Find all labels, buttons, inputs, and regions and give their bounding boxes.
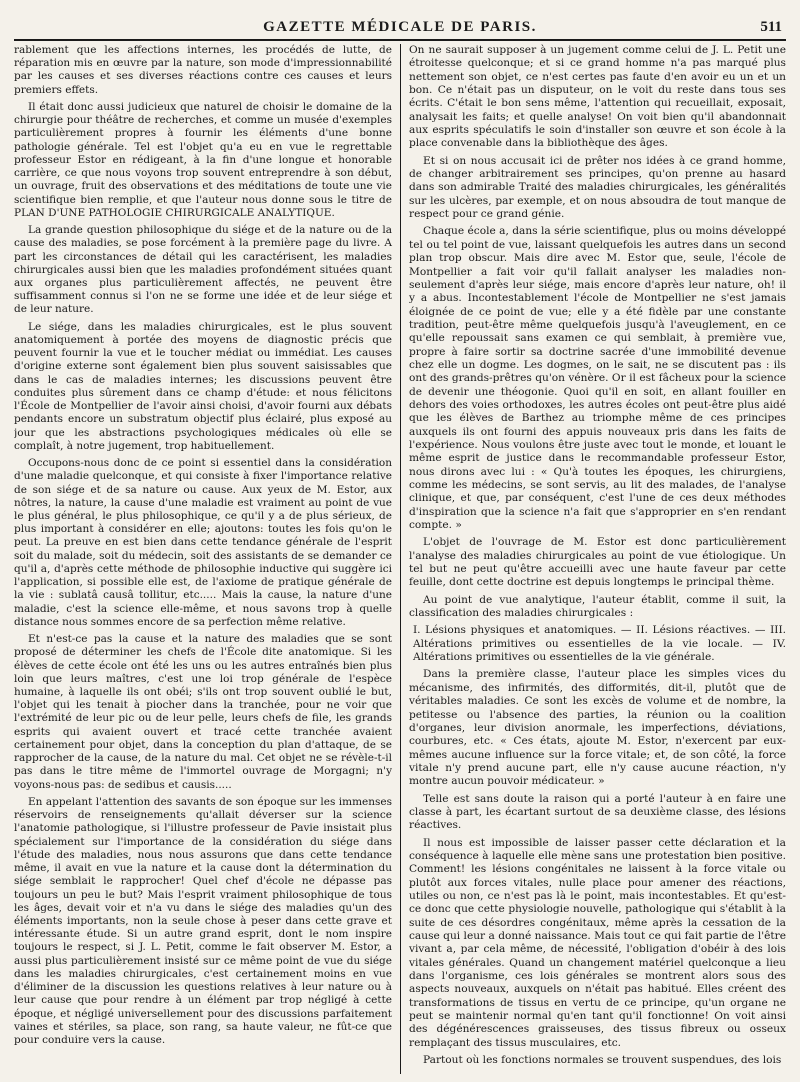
- paragraph: Chaque école a, dans la série scientifique, plus ou moins développé tel ou tel point de vue, laissant quelquefois les autres dans un second plan trop obscur. Mais dire avec M. Estor que, seule, l'école de Montpellier a fait voir qu'il fallait analyser les maladies non-seulement d'après leur siége, mais encore d'après leur nature, oh! il y a abus. Incontestablement l'école de Montpellier ne s'est jamais éloignée de ce point de vue; elle y a été fidèle par une constante tradition, peut-être même quelquefois jusqu'à l'aveuglement, en ce qu'elle repoussait sans examen ce qui semblait, à première vue, propre à faire sortir sa doctrine sacrée d'une immobilité devenue chez elle un dogme. Les dogmes, on le sait, ne se discutent pas : ils ont des grands-prêtres qu'on vénère. Or il est fâcheux pour la science de devenir une théogonie. Quoi qu'il en soit, en allant fouiller en dehors des voies orthodoxes, les autres écoles ont peut-être plus aidé que les élèves de Barthez au triomphe même de ces principes auxquels ils ont fourni des appuis nouveaux pris dans les faits de l'expérience. Nous voulons être juste avec tout le monde, et louant le même esprit de justice dans le recommandable professeur Estor, nous dirons avec lui : « Qu'à toutes les époques, les chirurgiens, comme les médecins, se sont servis, au lit des malades, de l'analyse clinique, et que, par conséquent, c'est l'une de ces deux méthodes d'inspiration que la science n'a fait que s'approprier en s'en rendant compte. »: [409, 225, 786, 532]
- page-header: [14, 14, 786, 41]
- page-number: 511: [760, 19, 782, 35]
- classification-list: I. Lésions physiques et anatomiques. — II. Lésions réactives. — III. Altérations primitives ou essentielles de la vie locale. — IV. Altérations primitives ou essentielles de la vie générale.: [413, 624, 786, 664]
- paragraph: Il nous est impossible de laisser passer cette déclaration et la conséquence à laquelle elle mène sans une protestation bien positive. Comment! les lésions congénitales ne laissent à la force vitale ou plutôt aux forces vitales, nulle place pour amener des réactions, utiles ou non, ce n'est pas là le point, mais incontestables. Et qu'est-ce donc que cette physiologie nouvelle, pathologique qui s'établit à la suite de ces désordres congénitaux, même après la cessation de la cause qui leur a donné naissance. Mais tout ce qui fait partie de l'être vivant a, par cela même, de nécessité, l'obligation d'obéir à des lois vitales générales. Quand un changement matériel quelconque a lieu dans l'organisme, ces lois générales se montrent alors sous des aspects nouveaux, auxquels on n'était pas habitué. Elles créent des transformations de tissus en vertu de ce principe, qu'un organe ne peut se maintenir normal qu'en tant qu'il fonctionne! On voit ainsi des dégénérescences graisseuses, des tissus fibreux ou osseux remplaçant des tissus musculaires, etc.: [409, 836, 786, 1049]
- paragraph: On ne saurait supposer à un jugement comme celui de J. L. Petit une étroitesse quelconque; et si ce grand homme n'a pas marqué plus nettement son objet, ce n'est certes pas faute d'en avoir eu un et un bon. Ce n'était pas un disputeur, on le voit du reste dans tous ses écrits. C'était le bon sens même, l'attention qui recueillait, exposait, analysait les faits; et quelle analyse! On voit bien qu'il abandonnait aux esprits spéculatifs le soin d'installer son œuvre et son école à la place convenable dans la bibliothèque des âges.: [409, 44, 786, 150]
- paragraph: Et si on nous accusait ici de prêter nos idées à ce grand homme, de changer arbitrairement ses principes, qu'on prenne au hasard dans son admirable Traité des maladies chirurgicales, les généralités sur les ulcères, par exemple, et on nous absoudra de tout manque de respect pour ce grand génie.: [409, 154, 786, 221]
- paragraph: Dans la première classe, l'auteur place les simples vices du mécanisme, des infirmités, des difformités, dit-il, plutôt que de véritables maladies. Ce sont les excès de volume et de nombre, la petitesse ou l'absence des parties, la réunion ou la coalition d'organes, leur division anormale, les imperfections, déviations, courbures, etc. « Ces états, ajoute M. Estor, n'exercent par eux-mêmes aucune influence sur la force vitale; et, de son côté, la force vitale n'y prend aucune part, elle n'y cause aucune réaction, n'y montre aucun pouvoir médicateur. »: [409, 668, 786, 788]
- paragraph: La grande question philosophique du siége et de la nature ou de la cause des maladies, se pose forcément à la première page du livre. A part les circonstances de détail qui les caractérisent, les maladies chirurgicales aussi bien que les maladies profondément situées quant aux organes plus particulièrement affectés, ne peuvent être suffisamment connus si l'on ne se forme une idée et de leur siége et de leur nature.: [14, 224, 392, 316]
- left-column: [14, 44, 400, 1074]
- paragraph: L'objet de l'ouvrage de M. Estor est donc particulièrement l'analyse des maladies chirurgicales au point de vue étiologique. Un tel but ne peut qu'être accueilli avec une haute faveur par cette feuille, dont cette doctrine est depuis longtemps le principal thème.: [409, 536, 786, 589]
- paragraph: Il était donc aussi judicieux que naturel de choisir le domaine de la chirurgie pour théâtre de recherches, et comme un musée d'exemples particulièrement propres à fournir les éléments d'une bonne pathologie générale. Tel est l'objet qu'a eu en vue le regrettable professeur Estor en rédigeant, à la fin d'une longue et honorable carrière, ce que nous voyons trop souvent entreprendre à son début, un ouvrage, fruit des observations et des méditations de toute une vie scientifique bien remplie, et que l'auteur nous donne sous le titre de PLAN D'UNE PATHOLOGIE CHIRURGICALE ANALYTIQUE.: [14, 100, 392, 219]
- paragraph: Occupons-nous donc de ce point si essentiel dans la considération d'une maladie quelconque, et qui consiste à fixer l'importance relative de son siége et de sa nature ou cause. Aux yeux de M. Estor, aux nôtres, la nature, la cause d'une maladie est vraiment au point de vue le plus général, le plus philosophique, ce qu'il y a de plus sérieux, de plus important à considérer en elle; ajoutons: toutes les fois qu'on le peut. La preuve en est bien dans cette tendance générale de l'esprit soit du malade, soit du médecin, soit des assistants de se demander ce qu'il a, d'après cette méthode de philosophie inductive qui suggère ici l'application, si possible elle est, de l'axiome de pratique générale de la vie : sublatâ causâ tollitur, etc..... Mais la cause, la nature d'une maladie, c'est la science elle-même, et nous savons trop à quelle distance nous sommes encore de sa perfection même relative.: [14, 457, 392, 628]
- right-column: [400, 44, 786, 1074]
- paragraph: Et n'est-ce pas la cause et la nature des maladies que se sont proposé de déterminer les chefs de l'École dite anatomique. Si les élèves de cette école ont été les uns ou les autres entraînés bien plus loin que leurs maîtres, c'est une loi trop générale de l'espèce humaine, à laquelle ils ont obéi; s'ils ont trop souvent oublié le but, l'objet qui les tenait à piocher dans la tranchée, pour ne voir que l'extrémité de leur pic ou de leur pelle, leurs chefs de file, les grands esprits qui avaient ouvert et tracé cette tranchée avaient certainement pour objet, dans la conception du plan d'attaque, de se rapprocher de la cause, de la nature du mal. Cet objet ne se révèle-t-il pas dans le titre même de l'immortel ouvrage de Morgagni; n'y voyons-nous pas: de sedibus et causis.....: [14, 633, 392, 791]
- journal-title: GAZETTE MÉDICALE DE PARIS.: [263, 19, 537, 35]
- paragraph: Au point de vue analytique, l'auteur établit, comme il suit, la classification des maladies chirurgicales :: [409, 593, 786, 620]
- paragraph: rablement que les affections internes, les procédés de lutte, de réparation mis en œuvre par la nature, son mode d'impressionnabilité par les causes et ses diverses réactions contre ces causes et leurs premiers effets.: [14, 44, 392, 96]
- paragraph: En appelant l'attention des savants de son époque sur les immenses réservoirs de renseignements qu'allait déverser sur la science l'anatomie pathologique, si l'illustre professeur de Pavie insistait plus spécialement sur l'importance de la considération du siége dans l'étude des maladies, nous nous assurons que dans cette tendance même, il avait en vue la nature et la cause dont la détermination du siége semblait le rapprocher! Quel chef d'école ne dépasse pas toujours un peu le but? Mais l'esprit vraiment philosophique de tous les âges, devait voir et n'a vu dans le siége des maladies qu'un des éléments importants, non la seule chose à peser dans cette grave et intéressante étude. Si un autre grand esprit, dont le nom inspire toujours le respect, si J. L. Petit, comme le fait observer M. Estor, a aussi plus particulièrement insisté sur ce même point de vue du siége dans les maladies chirurgicales, c'est certainement moins en vue d'éliminer de la discussion les questions relatives à leur nature ou à leur cause que pour rendre à un élément par trop négligé à cette époque, et négligé universellement pour des discussions parfaitement vaines et stériles, sa place, son rang, sa haute valeur, ne fût-ce que pour conduire vers la cause.: [14, 795, 392, 1047]
- paragraph: Telle est sans doute la raison qui a porté l'auteur à en faire une classe à part, les écartant surtout de sa deuxième classe, des lésions réactives.: [409, 792, 786, 832]
- paragraph: Le siége, dans les maladies chirurgicales, est le plus souvent anatomiquement à portée des moyens de diagnostic précis que peuvent fournir la vue et le toucher médiat ou immédiat. Les causes d'origine externe sont également bien plus souvent saisissables que dans le cas de maladies internes; les discussions peuvent être conduites plus sûrement dans ce champ d'étude: et nous félicitons l'École de Montpellier de l'avoir ainsi choisi, d'avoir fourni aux débats pendants encore un substratum objectif plus éclairé, plus exposé au jour que les abstractions psychologiques médicales où elle se complaît, à notre jugement, trop habituellement.: [14, 320, 392, 452]
- paragraph: Partout où les fonctions normales se trouvent suspendues, des lois: [423, 1054, 782, 1067]
- text-columns: [14, 44, 786, 1074]
